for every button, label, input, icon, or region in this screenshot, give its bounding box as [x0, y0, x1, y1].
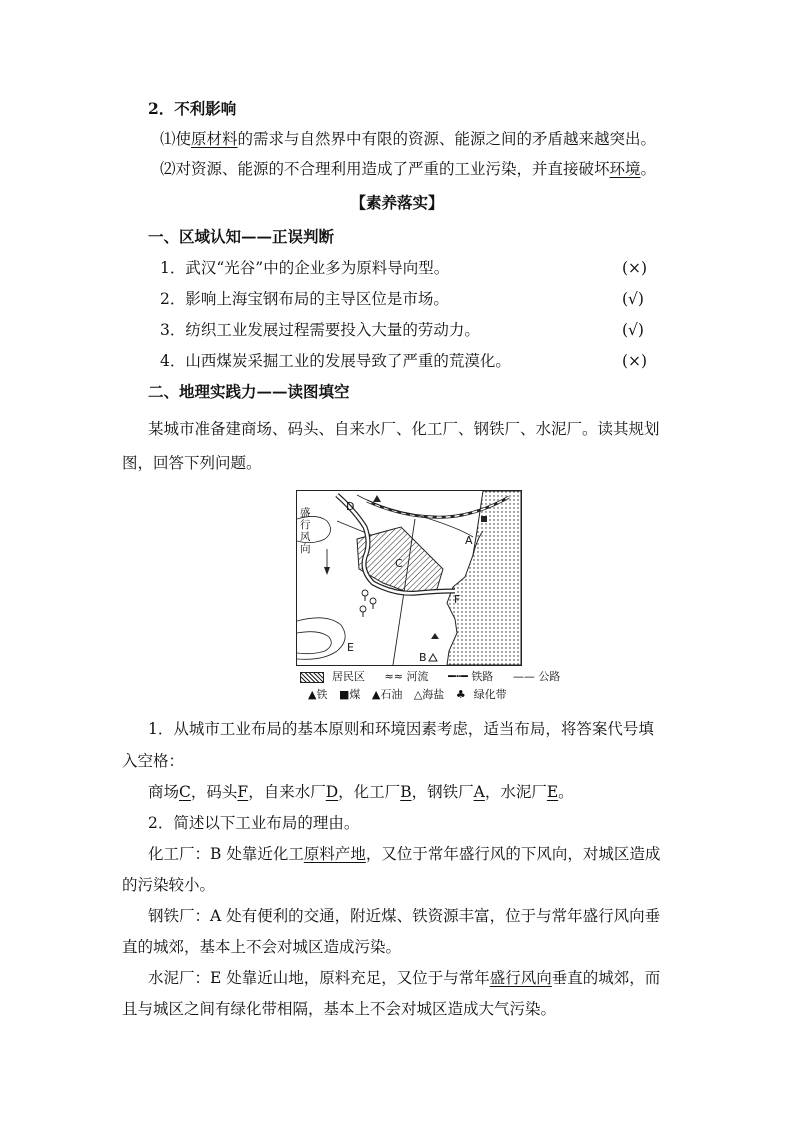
q2-chemical-line2: 的污染较小。: [122, 876, 216, 894]
section-heading-disadvantages: 2．不利影响: [148, 99, 237, 118]
map-drawing: [297, 491, 521, 665]
judgement-mark-3: (√): [622, 321, 644, 339]
q2-cement-line2: 且与城区之间有绿化带相隔，基本上不会对城区造成大气污染。: [122, 1000, 557, 1018]
salt-symbol: [429, 654, 437, 661]
legend-river: ≈≈ 河流: [384, 670, 429, 683]
point-E: E: [347, 641, 354, 654]
legend-residential: 居民区: [300, 670, 373, 684]
q2-steel-line1: 钢铁厂：A 处有便利的交通，附近煤、铁资源丰富，位于与常年盛行风向垂: [148, 907, 661, 925]
q1-line1: 1．从城市工业布局的基本原则和环境因素考虑，适当布局，将答案代号填: [148, 720, 654, 738]
point-F: F: [454, 593, 461, 606]
disadvantage-item-2: ⑵对资源、能源的不合理利用造成了严重的工业污染，并直接破坏环境。: [160, 160, 657, 178]
coal-symbol: [481, 516, 487, 522]
tree-icon: ♣: [455, 688, 466, 701]
point-D: D: [346, 500, 355, 513]
practice-title: 【素养落实】: [350, 193, 444, 212]
legend-oil: ▲石油: [371, 688, 403, 701]
judgement-mark-4: (×): [622, 352, 648, 370]
judgement-item-4: 4．山西煤炭采掘工业的发展导致了严重的荒漠化。: [160, 352, 511, 370]
part1-heading: 一、区域认知——正误判断: [148, 227, 335, 246]
q2-chemical-line1: 化工厂：B 处靠近化工原料产地，又位于常年盛行风的下风向，对城区造成: [148, 845, 661, 863]
planning-map: [296, 490, 522, 666]
q2-cement-line1: 水泥厂：E 处靠近山地，原料充足，又位于与常年盛行风向垂直的城郊，而: [148, 969, 661, 987]
q1-answers: 商场C，码头F，自来水厂D，化工厂B，钢铁厂A，水泥厂E。: [148, 783, 574, 801]
answer-mall: C: [179, 783, 191, 801]
map-legend-row1: [300, 670, 576, 684]
legend-iron: ▲铁: [308, 688, 328, 701]
judgement-item-1: 1．武汉“光谷”中的企业多为原料导向型。: [160, 259, 450, 277]
point-C: C: [395, 557, 403, 570]
part2-intro-line1: 某城市准备建商场、码头、自来水厂、化工厂、钢铁厂、水泥厂。读其规划: [148, 420, 660, 438]
wind-label: 盛行风向: [300, 507, 311, 555]
part2-intro-line2: 图，回答下列问题。: [122, 454, 262, 472]
q2-steel-line2: 直的城郊，基本上不会对城区造成污染。: [122, 938, 402, 956]
judgement-mark-2: (√): [622, 290, 644, 308]
answer-steel: A: [473, 783, 485, 801]
judgement-mark-1: (×): [622, 259, 648, 277]
disadvantage-item-1: ⑴使原材料的需求与自然界中有限的资源、能源之间的矛盾越来越突出。: [160, 130, 657, 148]
answer-chemical: B: [400, 783, 412, 801]
q2-heading: 2．简述以下工业布局的理由。: [148, 814, 360, 832]
contour-line: [297, 632, 331, 654]
iron-symbol: [373, 495, 381, 502]
judgement-item-2: 2．影响上海宝钢布局的主导区位是市场。: [160, 290, 449, 308]
answer-dock: F: [237, 783, 249, 801]
legend-road: —— 公路: [512, 670, 561, 683]
legend-coal: ■煤: [338, 688, 361, 701]
oil-symbol: [431, 633, 439, 639]
legend-salt: △海盐: [413, 688, 445, 701]
hatch-swatch-icon: [300, 672, 324, 683]
point-B: B: [419, 651, 427, 664]
legend-railway: ━┅━ 铁路: [447, 670, 494, 683]
legend-green: ♣ 绿化带: [455, 688, 507, 701]
answer-waterworks: D: [325, 783, 339, 801]
contour-line: [297, 618, 345, 660]
map-legend-row2: [308, 688, 523, 702]
judgement-item-3: 3．纺织工业发展过程需要投入大量的劳动力。: [160, 321, 480, 339]
green-belt: [360, 590, 376, 617]
q1-line2: 入空格：: [122, 752, 185, 770]
point-A: A: [465, 534, 473, 547]
part2-heading: 二、地理实践力——读图填空: [148, 382, 350, 401]
answer-cement: E: [546, 783, 559, 801]
